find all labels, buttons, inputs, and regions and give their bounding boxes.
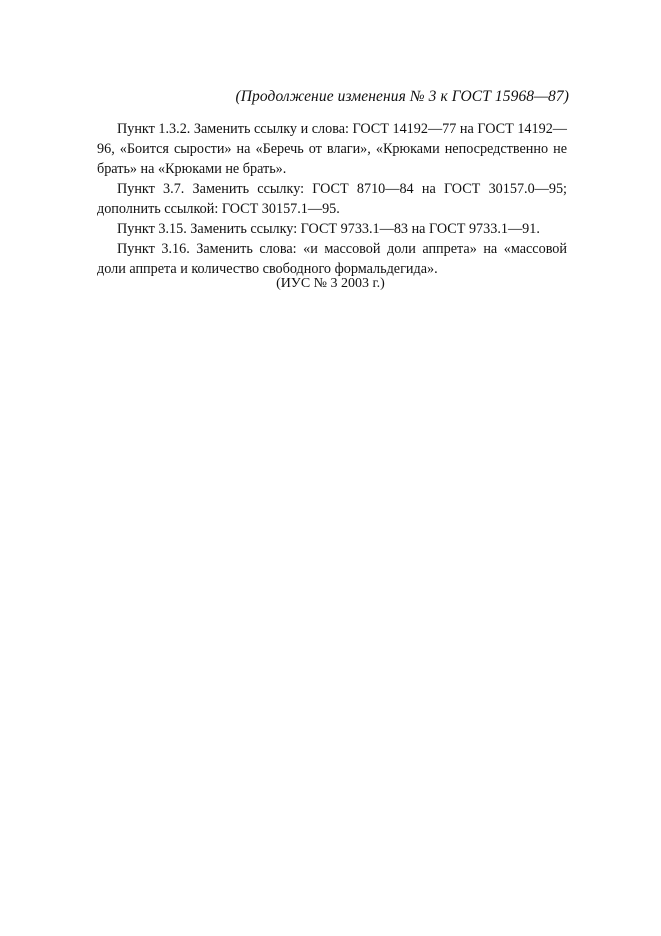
- paragraph-3-7: Пункт 3.7. Заменить ссылку: ГОСТ 8710—84 на ГОСТ 30157.0—95; дополнить ссылкой: ГОСТ 30157.1—95.: [97, 181, 567, 217]
- paragraph-3-16: Пункт 3.16. Заменить слова: «и массовой доли аппрета» на «массовой доли аппрета и количество свободного формальдегида».: [97, 241, 567, 277]
- continuation-header: (Продолжение изменения № 3 к ГОСТ 15968—87): [235, 88, 569, 105]
- paragraph-1-3-2: Пункт 1.3.2. Заменить ссылку и слова: ГОСТ 14192—77 на ГОСТ 14192—96, «Боится сырости» на «Беречь от влаги», «Крюками непосредственно не брать» на «Крюками не брать».: [97, 121, 567, 177]
- amendment-body: [97, 119, 567, 279]
- source-reference: (ИУС № 3 2003 г.): [276, 276, 385, 291]
- paragraph-3-15: Пункт 3.15. Заменить ссылку: ГОСТ 9733.1—83 на ГОСТ 9733.1—91.: [117, 221, 540, 237]
